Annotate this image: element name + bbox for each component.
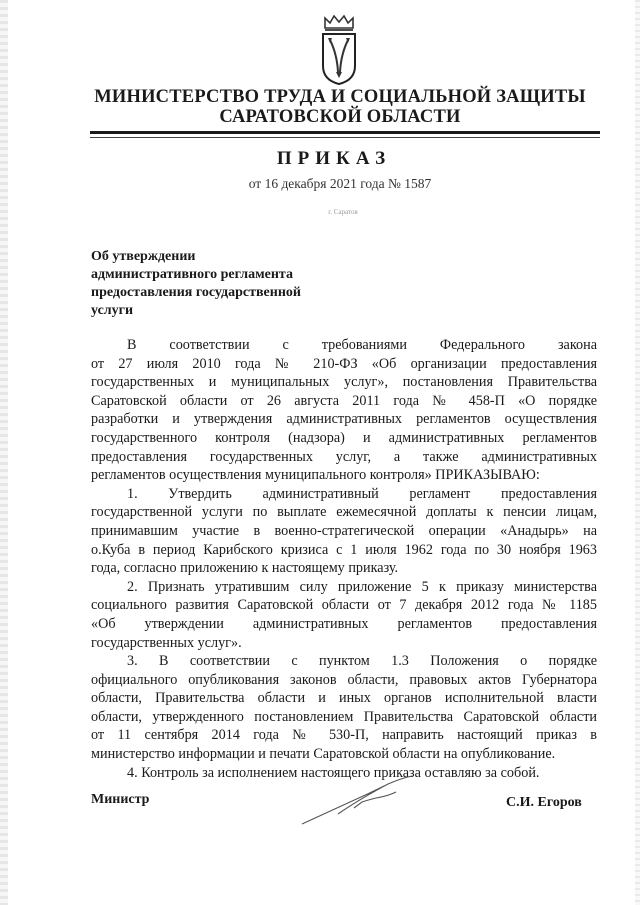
subject-line: услуги (91, 303, 134, 318)
order-subject (91, 248, 351, 320)
body-line: государственного контроля (надзора) и административных регламентов (91, 429, 597, 446)
body-line: Саратовской области от 26 августа 2011 года № 458-П «О порядке (91, 392, 597, 409)
body-line: от 27 июля 2010 года № 210-ФЗ «Об организации предоставления (91, 355, 597, 372)
body-line: области, утвержденного постановлением Правительства Саратовской области (91, 708, 597, 725)
body-line: регламентов осуществления муниципального контроля» ПРИКАЗЫВАЮ: (91, 467, 540, 484)
document-type: ПРИКАЗ (276, 148, 392, 169)
body-line: «Об утверждении административных регламентов предоставления (91, 615, 597, 632)
scan-left-edge (0, 0, 8, 905)
scan-right-edge (635, 0, 640, 905)
body-line: области, Правительства области и иных органов исполнительной власти (91, 690, 597, 707)
body-line: 2. Признать утратившим силу приложение 5 к приказу министерства (127, 578, 597, 595)
ministry-name-line1: МИНИСТЕРСТВО ТРУДА И СОЦИАЛЬНОЙ ЗАЩИТЫ (94, 87, 586, 107)
body-line: министерство информации и печати Саратовской области на опубликование. (91, 746, 556, 763)
body-line: В соответствии с требованиями Федерального закона (127, 337, 597, 353)
body-line: государственных услуг». (91, 634, 242, 651)
ministry-name-line2: САРАТОВСКОЙ ОБЛАСТИ (219, 107, 461, 127)
body-line: государственной услуги по выплате ежемесячной доплаты к пенсии лицам, (91, 504, 597, 521)
header-rule-thick (90, 131, 600, 134)
body-line: социального развития Саратовской области от 7 декабря 2012 года № 1185 (91, 597, 597, 614)
document-place: г. Саратов (328, 208, 358, 216)
body-line: года, согласно приложению к настоящему приказу. (91, 560, 399, 577)
body-line: 3. В соответствии с пунктом 1.3 Положения о порядке (127, 653, 597, 670)
body-line: от 11 сентября 2014 года № 530-П, направить настоящий приказ в (91, 727, 597, 744)
saratov-coat-of-arms-icon (317, 14, 361, 86)
header-rule-thin (90, 137, 600, 138)
handwritten-signature (298, 772, 418, 832)
body-line: о.Куба в период Карибского кризиса с 1 июля 1962 года по 30 ноября 1963 (91, 541, 597, 558)
subject-line: административного регламента (91, 267, 293, 282)
body-line: разработки и утверждения административных регламентов осуществления (91, 411, 597, 428)
order-body (91, 336, 597, 782)
body-line: 1. Утвердить административный регламент предоставления (127, 485, 597, 502)
body-line: предоставления государственных услуг, а также административных (91, 448, 597, 465)
body-line: государственных и муниципальных услуг», постановления Правительства (91, 374, 597, 391)
subject-line: предоставления государственной (91, 285, 301, 300)
body-line: принимавшим участие в военно-стратегической операции «Анадырь» на (91, 522, 597, 539)
body-line: 4. Контроль за исполнением настоящего приказа оставляю за собой. (127, 764, 540, 781)
signer-title: Министр (91, 792, 150, 807)
subject-line: Об утверждении (91, 249, 196, 264)
body-line: официального опубликования законов области, правовых актов Губернатора (91, 671, 597, 688)
signer-name: С.И. Егоров (506, 795, 582, 810)
document-date-number: от 16 декабря 2021 года № 1587 (248, 176, 432, 191)
